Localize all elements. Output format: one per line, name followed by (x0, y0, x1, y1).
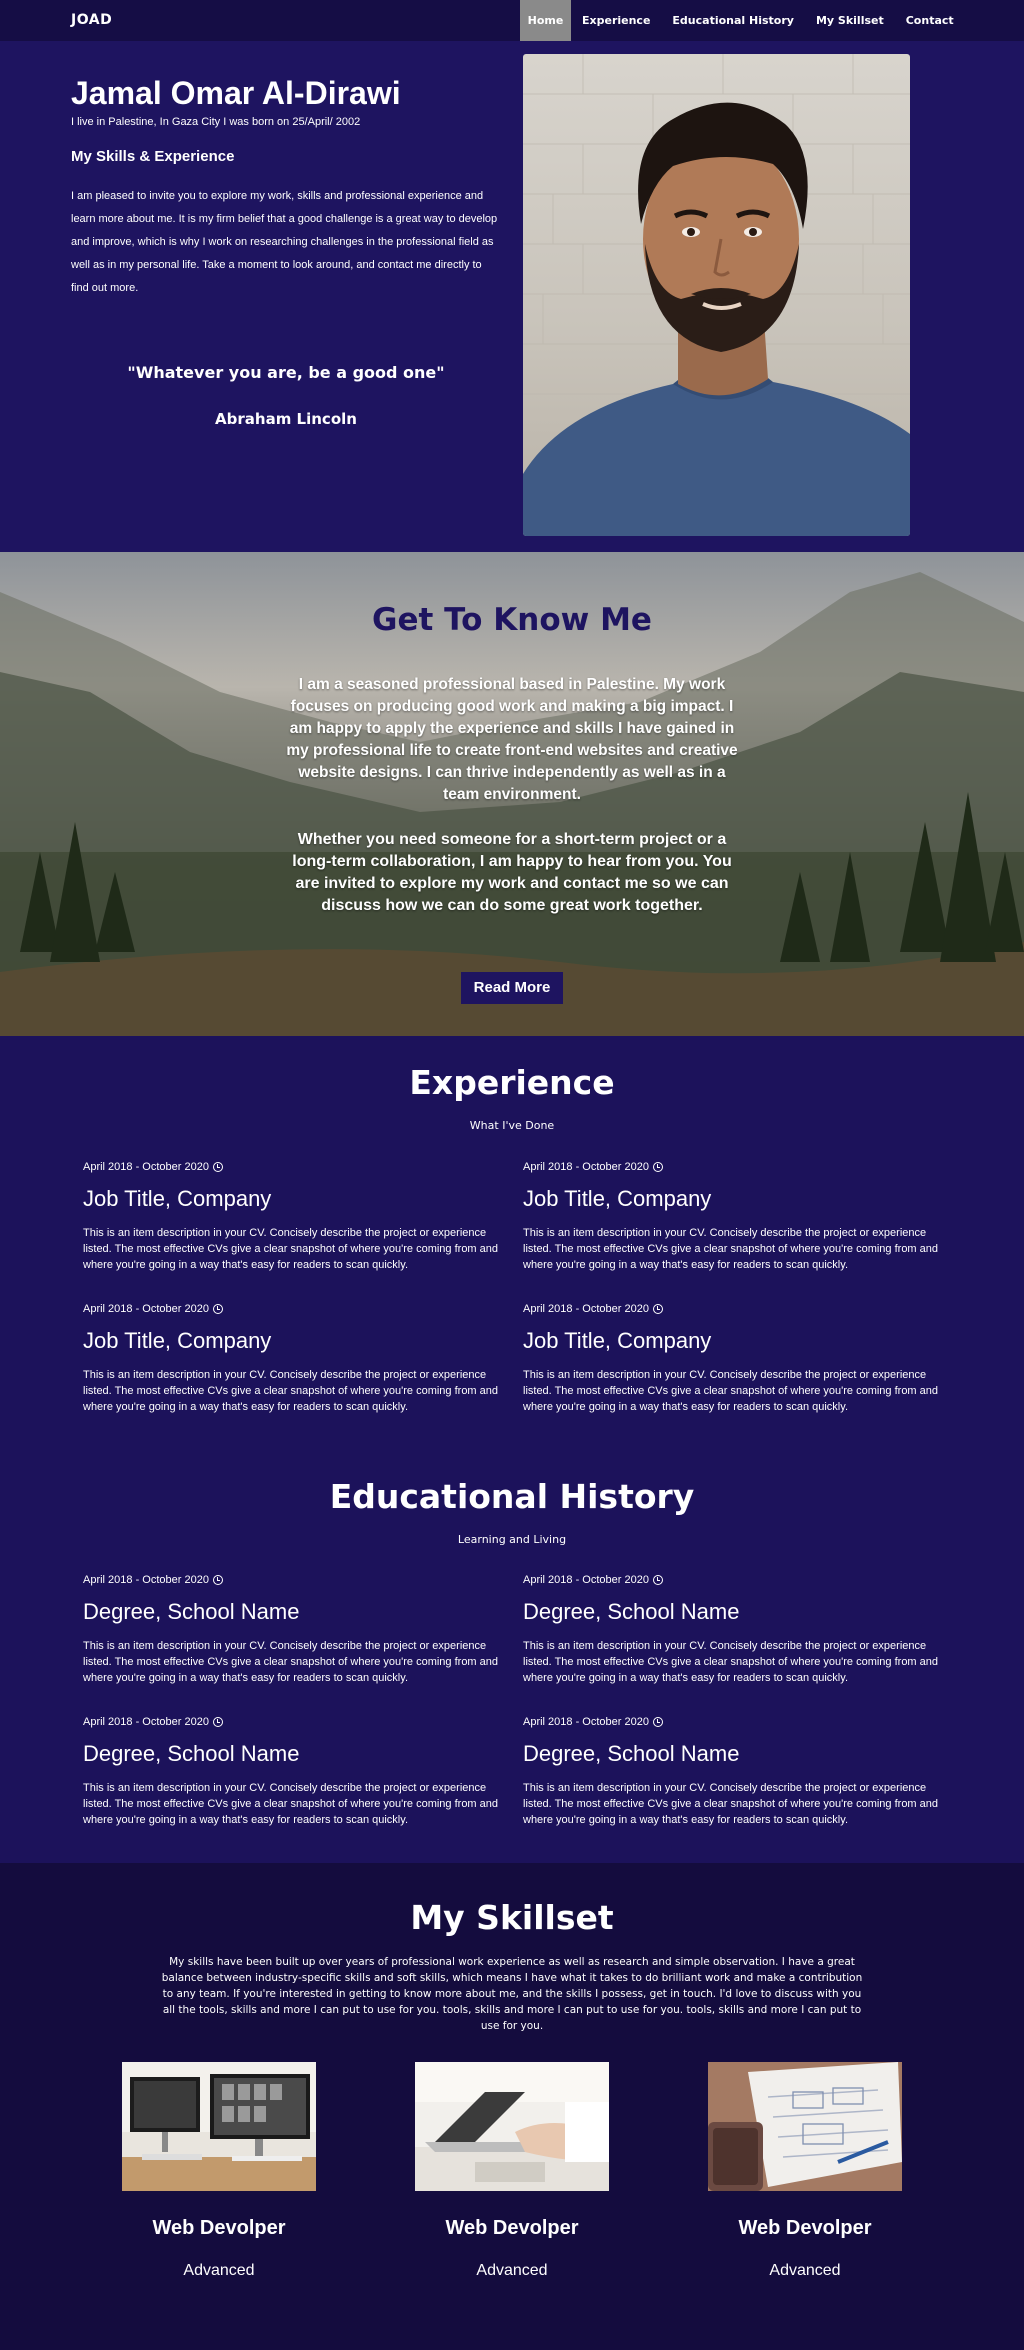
skill-card-image (415, 2062, 609, 2191)
item-date (83, 1161, 503, 1173)
item-title: Job Title, Company (83, 1328, 272, 1353)
item-title: Degree, School Name (523, 1741, 740, 1766)
hero-quote-author: Abraham Lincoln (215, 410, 357, 428)
skill-card-title: Web Devolper (738, 2217, 872, 2239)
skill-card-level: Advanced (769, 2262, 841, 2279)
profile-photo (523, 54, 910, 536)
experience-section (0, 1036, 1024, 1446)
item-title: Job Title, Company (523, 1328, 712, 1353)
clock-icon (213, 1717, 223, 1727)
hero-subtitle: My Skills & Experience (71, 148, 235, 165)
date-text: April 2018 - October 2020 (523, 1303, 649, 1315)
date-text: April 2018 - October 2020 (83, 1303, 209, 1315)
item-date (523, 1303, 943, 1315)
nav-contact[interactable]: Contact (905, 14, 954, 27)
clock-icon (213, 1575, 223, 1585)
nav-my-skillset[interactable]: My Skillset (815, 14, 884, 27)
read-more-button[interactable]: Read More (461, 972, 563, 1004)
clock-icon (653, 1575, 663, 1585)
skill-card-title: Web Devolper (445, 2217, 579, 2239)
hero-description: I am pleased to invite you to explore my work, skills and professional experience and learn more about me. It is my firm belief that a good challenge is a great way to develop and improve, which is why I work on researching challenges in the professional field as well as in my personal life. Take a moment to look around, and contact me directly to find out more. (71, 190, 498, 294)
item-description: This is an item description in your CV. Concisely describe the project or experience listed. The most effective CVs give a clear snapshot of where you're coming from and where you're going in a way that's easy for readers to scan quickly. (523, 1227, 939, 1271)
hero-quote: "Whatever you are, be a good one" (127, 363, 445, 382)
item-description: This is an item description in your CV. Concisely describe the project or experience listed. The most effective CVs give a clear snapshot of where you're coming from and where you're going in a way that's easy for readers to scan quickly. (83, 1227, 499, 1271)
education-item (83, 1716, 503, 1828)
education-subtitle: Learning and Living (457, 1533, 567, 1546)
nav-experience[interactable]: Experience (582, 14, 651, 27)
date-text: April 2018 - October 2020 (523, 1716, 649, 1728)
date-text: April 2018 - October 2020 (83, 1161, 209, 1173)
date-text: April 2018 - October 2020 (523, 1161, 649, 1173)
item-description: This is an item description in your CV. Concisely describe the project or experience listed. The most effective CVs give a clear snapshot of where you're coming from and where you're going in a way that's easy for readers to scan quickly. (523, 1640, 939, 1684)
skill-card-title: Web Devolper (152, 2217, 286, 2239)
hero-section (0, 41, 1024, 552)
experience-item (83, 1303, 503, 1415)
item-description: This is an item description in your CV. Concisely describe the project or experience listed. The most effective CVs give a clear snapshot of where you're coming from and where you're going in a way that's easy for readers to scan quickly. (83, 1640, 499, 1684)
item-date (523, 1574, 943, 1586)
item-date (83, 1716, 503, 1728)
item-title: Job Title, Company (83, 1186, 272, 1211)
item-title: Job Title, Company (523, 1186, 712, 1211)
hero-name: Jamal Omar Al-Dirawi (71, 75, 401, 111)
hero-bio: I live in Palestine, In Gaza City I was born on 25/April/ 2002 (71, 116, 361, 128)
clock-icon (653, 1717, 663, 1727)
skill-card-level: Advanced (183, 2262, 255, 2279)
nav-links (520, 0, 965, 41)
clock-icon (213, 1304, 223, 1314)
skillset-section (0, 1863, 1024, 2350)
item-date (83, 1303, 503, 1315)
item-description: This is an item description in your CV. Concisely describe the project or experience listed. The most effective CVs give a clear snapshot of where you're coming from and where you're going in a way that's easy for readers to scan quickly. (523, 1782, 939, 1826)
item-description: This is an item description in your CV. Concisely describe the project or experience listed. The most effective CVs give a clear snapshot of where you're coming from and where you're going in a way that's easy for readers to scan quickly. (83, 1782, 499, 1826)
item-description: This is an item description in your CV. Concisely describe the project or experience listed. The most effective CVs give a clear snapshot of where you're coming from and where you're going in a way that's easy for readers to scan quickly. (523, 1369, 939, 1413)
date-text: April 2018 - October 2020 (83, 1574, 209, 1586)
skill-card (708, 2062, 902, 2280)
item-date (523, 1161, 943, 1173)
experience-subtitle: What I've Done (469, 1119, 555, 1132)
about-paragraph-2: Whether you need someone for a short-term project or a long-term collaboration, I am happy to hear from you. You are invited to explore my work and contact me so we can discuss how we can do some great work together. (292, 831, 732, 914)
get-to-know-title: Get To Know Me (372, 602, 652, 638)
item-description: This is an item description in your CV. Concisely describe the project or experience listed. The most effective CVs give a clear snapshot of where you're coming from and where you're going in a way that's easy for readers to scan quickly. (83, 1369, 499, 1413)
experience-item (523, 1303, 943, 1415)
education-title: Educational History (329, 1477, 695, 1516)
experience-item (523, 1161, 943, 1273)
clock-icon (653, 1304, 663, 1314)
about-paragraph-1: I am a seasoned professional based in Palestine. My work focuses on producing good work and making a big impact. I am happy to apply the experience and skills I have gained in my professional life to create front-end websites and creative website designs. I can thrive independently as well as in a team environment. (286, 676, 738, 803)
skill-card-level: Advanced (476, 2262, 548, 2279)
clock-icon (653, 1162, 663, 1172)
skill-card-image (122, 2062, 316, 2191)
item-title: Degree, School Name (83, 1599, 300, 1624)
experience-item (83, 1161, 503, 1273)
nav-home[interactable]: Home (520, 0, 571, 41)
education-item (83, 1574, 503, 1686)
experience-title: Experience (409, 1063, 615, 1102)
date-text: April 2018 - October 2020 (83, 1716, 209, 1728)
item-date (523, 1716, 943, 1728)
skill-card (122, 2062, 316, 2280)
education-item (523, 1716, 943, 1828)
get-to-know-section (0, 552, 1024, 1036)
nav-educational-history[interactable]: Educational History (672, 14, 794, 27)
date-text: April 2018 - October 2020 (523, 1574, 649, 1586)
skill-card (415, 2062, 609, 2280)
item-title: Degree, School Name (83, 1741, 300, 1766)
item-date (83, 1574, 503, 1586)
education-section (0, 1446, 1024, 1863)
item-title: Degree, School Name (523, 1599, 740, 1624)
top-nav (0, 0, 1024, 41)
education-item (523, 1574, 943, 1686)
skillset-description: My skills have been built up over years of professional work experience as well as research and simple observation. I have a great balance between industry-specific skills and soft skills, which means I have what it takes to do brilliant work and make a contribution to any team. If you're interested in getting to know more about me, and the skills I possess, get in touch. I'd love to discuss with you all the tools, skills and more I can put to use for you. tools, skills and more I can put to use for you. tools, skills and more I can put to use for you. (161, 1956, 863, 2032)
skill-card-image (708, 2062, 902, 2191)
skillset-title: My Skillset (410, 1898, 614, 1937)
brand-logo[interactable]: JOAD (71, 12, 113, 28)
clock-icon (213, 1162, 223, 1172)
